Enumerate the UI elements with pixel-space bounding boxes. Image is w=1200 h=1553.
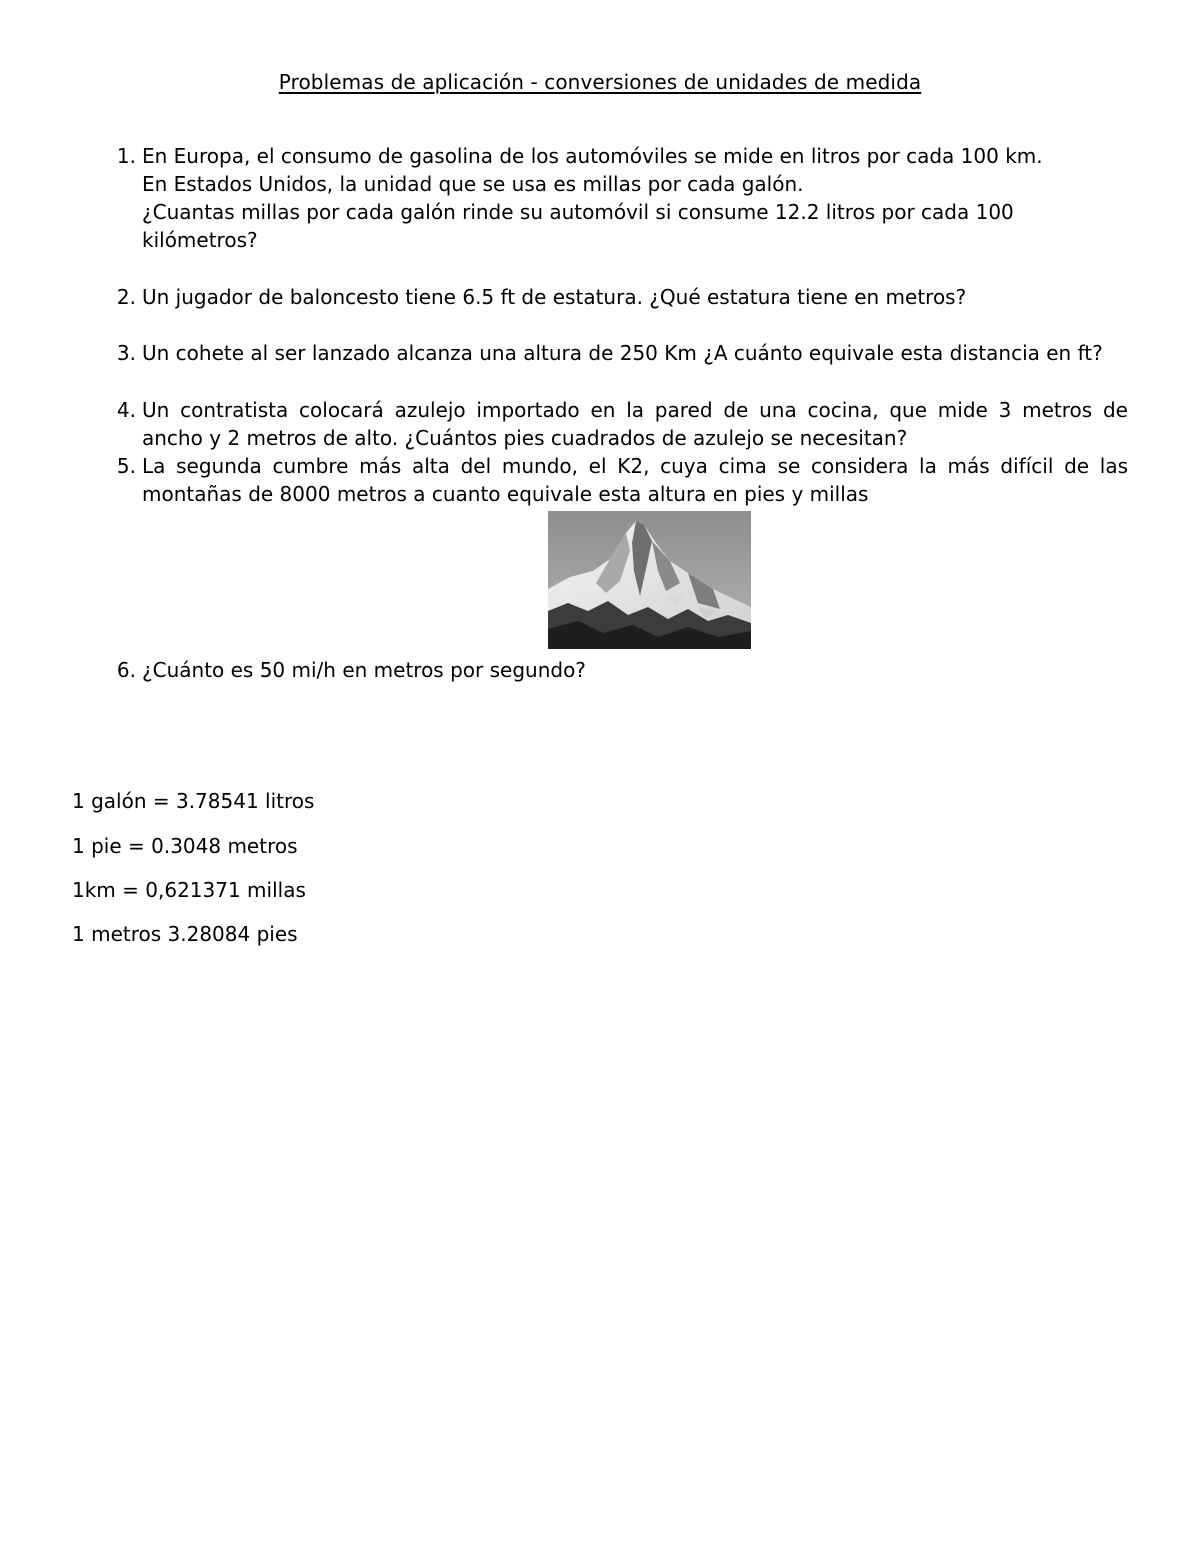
problem-1-text — [142, 142, 1128, 254]
conversion-km-miles: 1km = 0,621371 millas — [72, 878, 306, 902]
conversion-gallon-liters: 1 galón = 3.78541 litros — [72, 789, 315, 813]
problem-2-text — [142, 283, 1128, 311]
problem-number: 4. — [116, 398, 136, 422]
problem-5 — [100, 452, 1128, 508]
problem-number: 5. — [116, 454, 136, 478]
problem-4 — [100, 396, 1128, 452]
conversion-meter-feet: 1 metros 3.28084 pies — [72, 922, 298, 946]
problem-1-line-3: ¿Cuantas millas por cada galón rinde su automóvil si consume 12.2 litros por cada 100 — [142, 200, 1014, 224]
document-title — [0, 70, 1200, 94]
problem-3-text: Un cohete al ser lanzado alcanza una altura de 250 Km ¿A cuánto equivale esta distancia en ft? — [142, 341, 1103, 365]
problem-1-line-2: En Estados Unidos, la unidad que se usa es millas por cada galón. — [142, 172, 804, 196]
problem-2-line-1: Un jugador de baloncesto tiene 6.5 ft de estatura. ¿Qué estatura tiene en metros? — [142, 285, 967, 309]
problem-6 — [100, 656, 1128, 684]
conversion-foot-meters: 1 pie = 0.3048 metros — [72, 834, 298, 858]
problem-4-text: Un contratista colocará azulejo importado en la pared de una cocina, que mide 3 metros de ancho y 2 metros de alto. ¿Cuántos pies cuadrados de azulejo se necesitan? — [142, 398, 1128, 450]
problem-1 — [100, 142, 1128, 254]
problem-3 — [100, 339, 1128, 367]
k2-mountain-image — [548, 511, 751, 649]
problem-5-text: La segunda cumbre más alta del mundo, el K2, cuya cima se considera la más difícil de las montañas de 8000 metros a cuanto equivale esta altura en pies y millas — [142, 454, 1128, 506]
problem-number: 3. — [116, 341, 136, 365]
problem-number: 1. — [116, 144, 136, 168]
problem-1-line-1: En Europa, el consumo de gasolina de los automóviles se mide en litros por cada 100 km. — [142, 144, 1043, 168]
problem-6-line-1: ¿Cuánto es 50 mi/h en metros por segundo? — [142, 658, 586, 682]
problem-1-line-4: kilómetros? — [142, 228, 258, 252]
problem-2 — [100, 283, 1128, 311]
document-title-text: Problemas de aplicación - conversiones de unidades de medida — [278, 70, 922, 94]
problem-number: 6. — [116, 658, 136, 682]
problem-6-text — [142, 656, 1128, 684]
problem-number: 2. — [116, 285, 136, 309]
